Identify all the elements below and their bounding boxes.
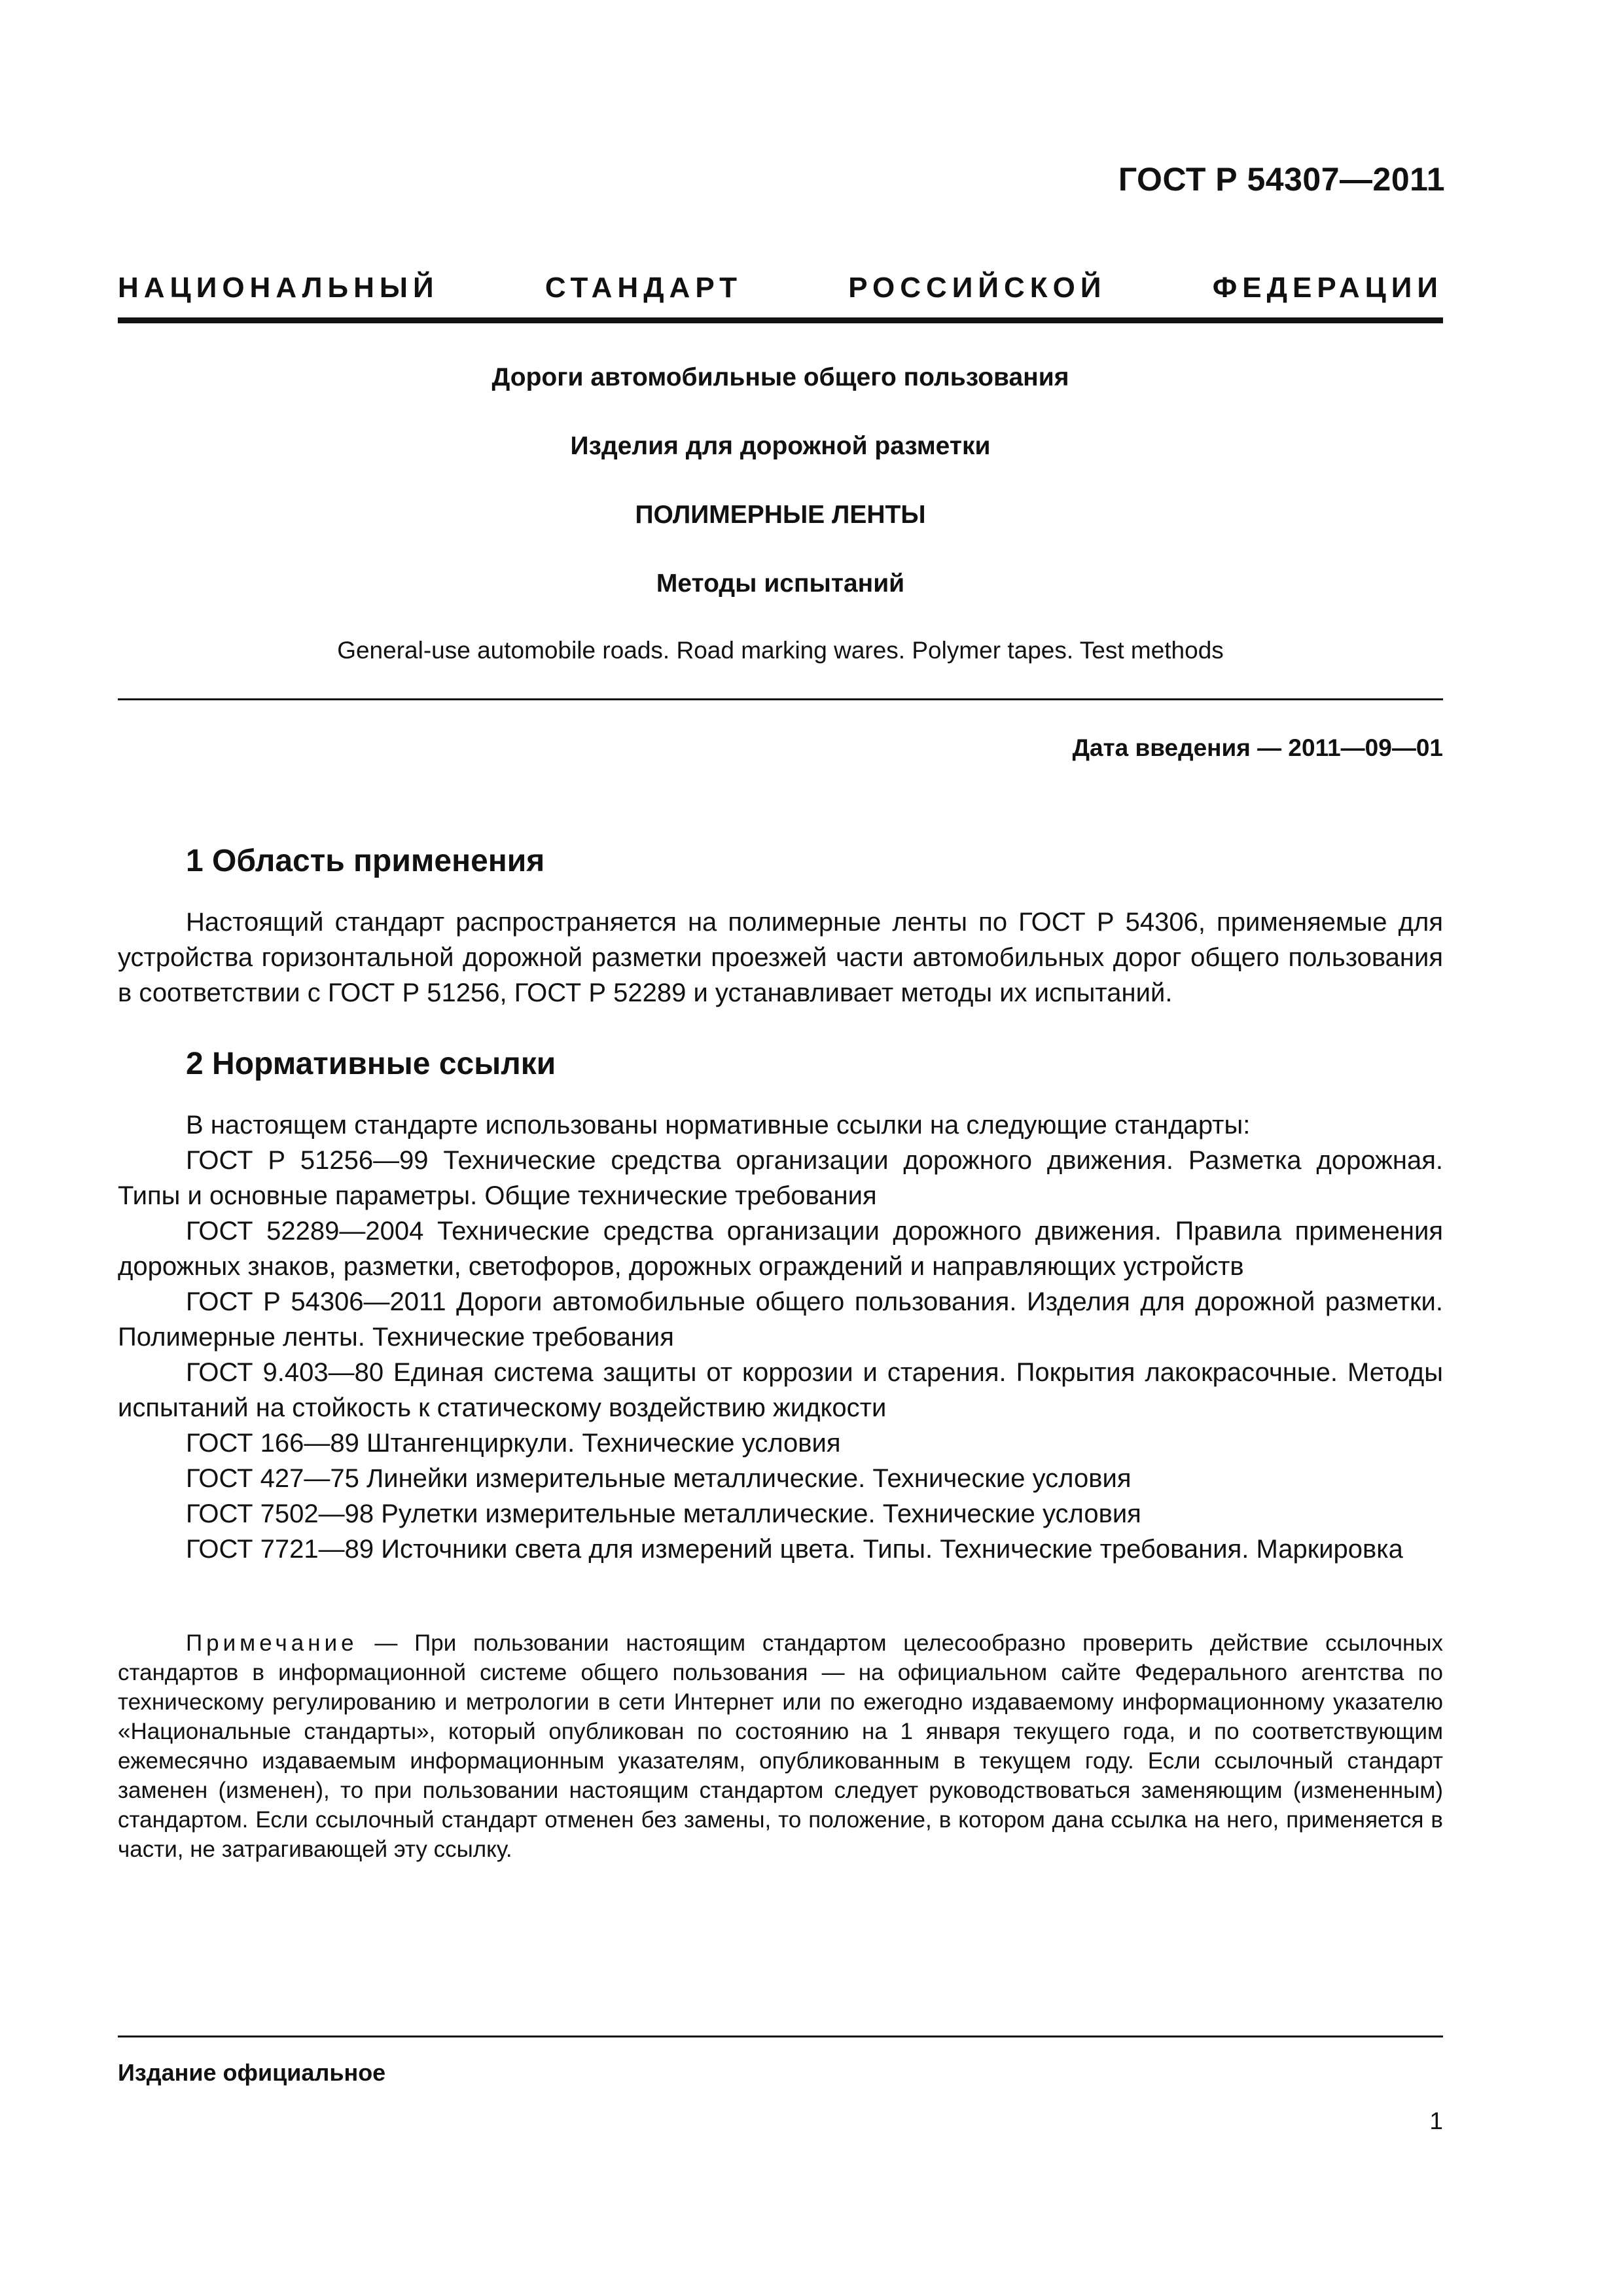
introduction-date: Дата введения — 2011—09—01 <box>1072 734 1443 761</box>
reference-item: ГОСТ 427—75 Линейки измерительные металлические. Технические условия <box>186 1464 1132 1493</box>
title-line-3: ПОЛИМЕРНЫЕ ЛЕНТЫ <box>635 501 926 529</box>
title-divider <box>118 698 1443 700</box>
footer-divider <box>118 2036 1443 2037</box>
reference-item: ГОСТ 166—89 Штангенциркули. Технические условия <box>186 1429 841 1458</box>
title-line-4: Методы испытаний <box>656 569 905 598</box>
section-2-body <box>118 1107 1443 1567</box>
note-body: — При пользовании настоящим стандартом целесообразно проверить действие ссылочных стандартов в информационной системе общего пользования — на официальном сайте Федерального агентства по техническому регулированию и метрологии в сети Интернет или по ежегодно издаваемому информационному указателю «Национальные стандарты», который опубликован по состоянию на 1 января текущего года, и по соответствующим ежемесячно издаваемым информационным указателям, опубликованным в текущем году. Если ссылочный стандарт заменен (изменен), то при пользовании настоящим стандартом следует руководствоваться заменяющим (измененным) стандартом. Если ссылочный стандарт отменен без замены, то положение, в котором дана ссылка на него, применяется в части, не затрагивающей эту ссылку. <box>118 1630 1443 1862</box>
official-edition-label: Издание официальное <box>118 2059 386 2086</box>
page-number: 1 <box>1429 2108 1443 2134</box>
section-1-body <box>118 905 1443 1011</box>
reference-item: ГОСТ 9.403—80 Единая система защиты от коррозии и старения. Покрытия лакокрасочные. Методы испытаний на стойкость к статическому воздействию жидкости <box>118 1358 1443 1422</box>
national-standard-title: НАЦИОНАЛЬНЫЙ СТАНДАРТ РОССИЙСКОЙ ФЕДЕРАЦИИ <box>118 272 1443 304</box>
header-divider <box>118 317 1443 323</box>
reference-item: ГОСТ Р 51256—99 Технические средства организации дорожного движения. Разметка дорожная. Типы и основные параметры. Общие технические требования <box>118 1146 1443 1210</box>
section-1-paragraph: Настоящий стандарт распространяется на полимерные ленты по ГОСТ Р 54306, применяемые для устройства горизонтальной дорожной разметки проезжей части автомобильных дорог общего пользования в соответствии с ГОСТ Р 51256, ГОСТ Р 52289 и устанавливает методы их испытаний. <box>118 908 1443 1007</box>
title-line-2: Изделия для дорожной разметки <box>570 432 991 460</box>
section-2-heading: 2 Нормативные ссылки <box>186 1047 556 1081</box>
references-note <box>118 1628 1443 1864</box>
reference-item: ГОСТ 7721—89 Источники света для измерений цвета. Типы. Технические требования. Маркировка <box>186 1535 1403 1564</box>
reference-item: ГОСТ 7502—98 Рулетки измерительные металлические. Технические условия <box>186 1499 1141 1528</box>
section-1-heading: 1 Область применения <box>186 844 545 878</box>
reference-item: ГОСТ 52289—2004 Технические средства организации дорожного движения. Правила применения дорожных знаков, разметки, светофоров, дорожных ограждений и направляющих устройств <box>118 1217 1443 1281</box>
reference-item: ГОСТ Р 54306—2011 Дороги автомобильные общего пользования. Изделия для дорожной разметки. Полимерные ленты. Технические требования <box>118 1287 1443 1352</box>
document-number: ГОСТ Р 54307—2011 <box>1118 161 1445 198</box>
note-label: Примечание <box>186 1630 358 1656</box>
title-line-1: Дороги автомобильные общего пользования <box>491 363 1069 391</box>
english-title: General-use automobile roads. Road marking wares. Polymer tapes. Test methods <box>337 637 1224 664</box>
references-intro: В настоящем стандарте использованы нормативные ссылки на следующие стандарты: <box>186 1111 1251 1139</box>
